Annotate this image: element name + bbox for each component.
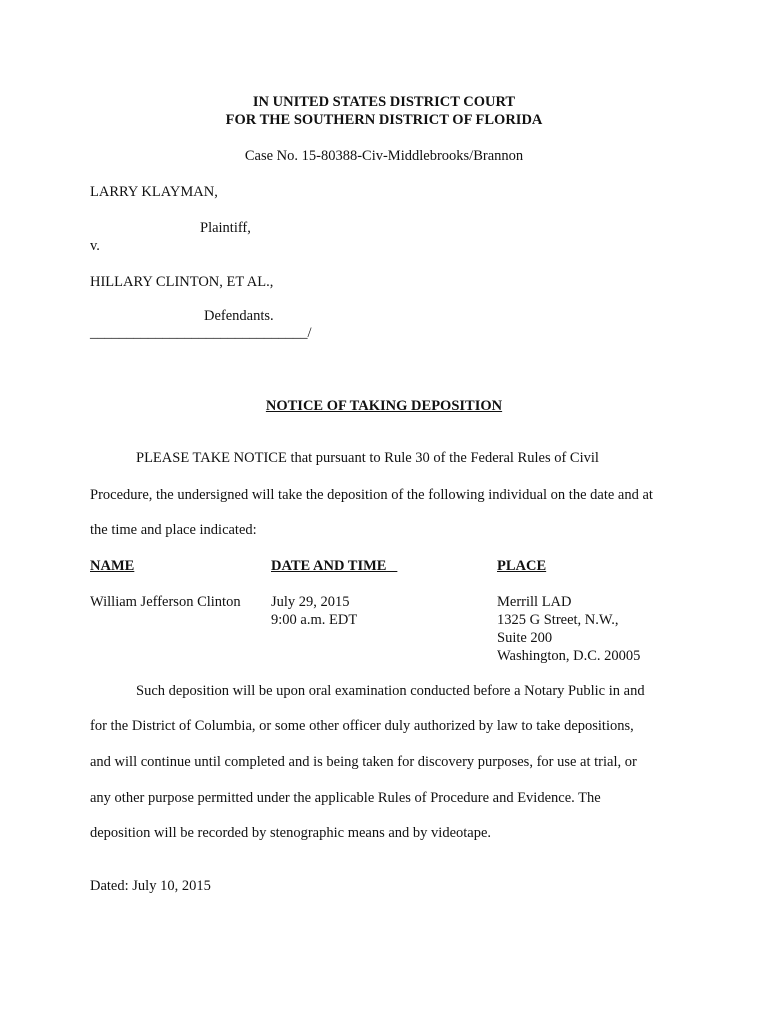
plaintiff-name: LARRY KLAYMAN, (90, 184, 218, 200)
deponent-name: William Jefferson Clinton (90, 594, 241, 610)
para2-line2: for the District of Columbia, or some other officer duly authorized by law to take depositions, (90, 718, 634, 734)
header-date-time (271, 557, 397, 575)
para2-line1: Such deposition will be upon oral examination conducted before a Notary Public in and (136, 683, 645, 699)
defendant-role: Defendants. (204, 308, 274, 324)
place-line: Suite 200 (497, 630, 553, 646)
deposition-date: July 29, 2015 (271, 594, 350, 610)
notice-title: NOTICE OF TAKING DEPOSITION (265, 398, 503, 414)
para2-line4: any other purpose permitted under the applicable Rules of Procedure and Evidence. The (90, 790, 601, 806)
court-heading-line1: IN UNITED STATES DISTRICT COURT (252, 94, 516, 110)
case-number: Case No. 15-80388-Civ-Middlebrooks/Brannon (244, 148, 524, 164)
header-place: PLACE (497, 558, 547, 574)
dated-line: Dated: July 10, 2015 (90, 878, 211, 894)
para2-line5: deposition will be recorded by stenographic means and by videotape. (90, 825, 492, 841)
para2-line3: and will continue until completed and is being taken for discovery purposes, for use at trial, or (90, 754, 637, 770)
versus: v. (90, 238, 100, 254)
court-heading-line2: FOR THE SOUTHERN DISTRICT OF FLORIDA (225, 112, 543, 128)
header-date-time-label: DATE AND TIME (271, 558, 387, 574)
place-line: 1325 G Street, N.W., (497, 612, 619, 628)
plaintiff-role: Plaintiff, (200, 220, 251, 236)
para1-line1: PLEASE TAKE NOTICE that pursuant to Rule 30 of the Federal Rules of Civil (136, 450, 599, 466)
para1-line3: the time and place indicated: (90, 522, 257, 538)
place-address (497, 593, 640, 665)
para1-line2: Procedure, the undersigned will take the deposition of the following individual on the date and at (90, 487, 653, 503)
place-line: Washington, D.C. 20005 (497, 648, 641, 664)
place-line: Merrill LAD (497, 594, 572, 610)
deposition-time: 9:00 a.m. EDT (271, 612, 358, 628)
caption-rule-line: ______________________________/ (90, 325, 312, 341)
header-name: NAME (90, 558, 135, 574)
defendant-name: HILLARY CLINTON, ET AL., (90, 274, 274, 290)
